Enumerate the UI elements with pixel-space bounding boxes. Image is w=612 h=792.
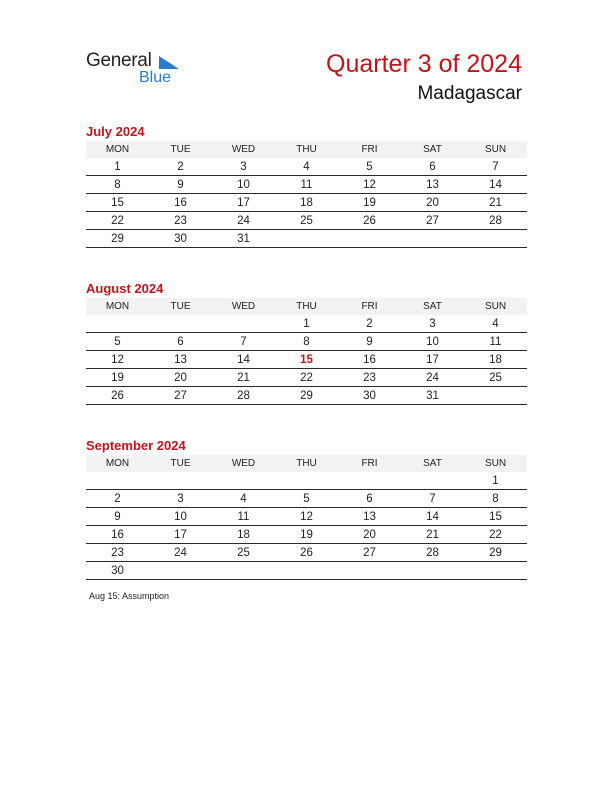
week-row: [86, 387, 527, 405]
week-row: [86, 333, 527, 351]
day-cell: [149, 315, 212, 333]
day-cell: 26: [338, 212, 401, 230]
day-cell: 3: [212, 158, 275, 176]
weekday-header-row: [86, 455, 527, 472]
week-row: [86, 526, 527, 544]
day-cell: 7: [212, 333, 275, 351]
day-cell: [275, 562, 338, 580]
weekday-header: SUN: [464, 298, 527, 315]
day-cell: 20: [401, 194, 464, 212]
day-cell: 28: [401, 544, 464, 562]
weekday-header: THU: [275, 455, 338, 472]
week-row: [86, 158, 527, 176]
day-cell: 13: [401, 176, 464, 194]
week-row: [86, 369, 527, 387]
day-cell: 29: [464, 544, 527, 562]
day-cell: [86, 315, 149, 333]
day-cell: 19: [338, 194, 401, 212]
day-cell: 25: [464, 369, 527, 387]
weekday-header: FRI: [338, 455, 401, 472]
day-cell: [338, 562, 401, 580]
day-cell: 9: [86, 508, 149, 526]
weekday-header: WED: [212, 298, 275, 315]
day-cell: 22: [275, 369, 338, 387]
day-cell: [464, 562, 527, 580]
month-table: [86, 455, 527, 580]
day-cell: 18: [275, 194, 338, 212]
weekday-header: SUN: [464, 455, 527, 472]
logo-general-text: General: [86, 50, 152, 71]
day-cell: 10: [212, 176, 275, 194]
day-cell: [338, 472, 401, 490]
day-cell: 5: [86, 333, 149, 351]
day-cell: [149, 472, 212, 490]
day-cell: 17: [401, 351, 464, 369]
generalblue-logo: [86, 50, 196, 90]
week-row: [86, 562, 527, 580]
day-cell: 10: [149, 508, 212, 526]
logo-blue-text: Blue: [139, 69, 172, 86]
day-cell: 13: [338, 508, 401, 526]
day-cell: 27: [401, 212, 464, 230]
weekday-header-row: [86, 298, 527, 315]
day-cell: 3: [401, 315, 464, 333]
day-cell: 29: [86, 230, 149, 248]
day-cell: 11: [275, 176, 338, 194]
day-cell: 8: [86, 176, 149, 194]
day-cell: 23: [338, 369, 401, 387]
month-calendar: [86, 280, 527, 405]
day-cell: 2: [149, 158, 212, 176]
week-row: [86, 544, 527, 562]
day-cell: 2: [338, 315, 401, 333]
day-cell: 9: [149, 176, 212, 194]
day-cell: 18: [464, 351, 527, 369]
day-cell: 17: [149, 526, 212, 544]
day-cell: 27: [149, 387, 212, 405]
day-cell: 20: [338, 526, 401, 544]
day-cell: 10: [401, 333, 464, 351]
day-cell: 24: [212, 212, 275, 230]
day-cell: 24: [401, 369, 464, 387]
weekday-header: MON: [86, 298, 149, 315]
day-cell: 6: [338, 490, 401, 508]
day-cell: 29: [275, 387, 338, 405]
day-cell: 30: [86, 562, 149, 580]
week-row: [86, 351, 527, 369]
weekday-header: SAT: [401, 298, 464, 315]
day-cell: 3: [149, 490, 212, 508]
day-cell: 31: [401, 387, 464, 405]
day-cell: 21: [401, 526, 464, 544]
month-title: August 2024: [86, 281, 164, 296]
holiday-note: Aug 15: Assumption: [89, 591, 170, 601]
day-cell: 8: [275, 333, 338, 351]
day-cell: 9: [338, 333, 401, 351]
day-cell: 31: [212, 230, 275, 248]
day-cell: 23: [149, 212, 212, 230]
day-cell: 21: [212, 369, 275, 387]
day-cell: [401, 562, 464, 580]
weekday-header: THU: [275, 141, 338, 158]
day-cell: 14: [464, 176, 527, 194]
day-cell: 4: [464, 315, 527, 333]
day-cell: 26: [275, 544, 338, 562]
day-cell: 25: [212, 544, 275, 562]
logo-triangle-icon: [159, 56, 179, 69]
weekday-header: SUN: [464, 141, 527, 158]
day-cell: 7: [464, 158, 527, 176]
day-cell: 19: [275, 526, 338, 544]
day-cell: 12: [86, 351, 149, 369]
day-cell: 17: [212, 194, 275, 212]
day-cell: 6: [401, 158, 464, 176]
weekday-header: WED: [212, 141, 275, 158]
month-table: [86, 298, 527, 405]
weekday-header: MON: [86, 141, 149, 158]
day-cell: [401, 472, 464, 490]
week-row: [86, 230, 527, 248]
day-cell: 26: [86, 387, 149, 405]
day-cell: 22: [86, 212, 149, 230]
day-cell: 2: [86, 490, 149, 508]
day-cell: [212, 562, 275, 580]
day-cell: [275, 230, 338, 248]
day-cell: 18: [212, 526, 275, 544]
weekday-header: FRI: [338, 141, 401, 158]
week-row: [86, 490, 527, 508]
day-cell: 11: [464, 333, 527, 351]
weekday-header: THU: [275, 298, 338, 315]
day-cell: 14: [401, 508, 464, 526]
day-cell: 20: [149, 369, 212, 387]
day-cell: 14: [212, 351, 275, 369]
day-cell: 6: [149, 333, 212, 351]
day-cell: 1: [275, 315, 338, 333]
month-table: [86, 141, 527, 248]
day-cell: 16: [86, 526, 149, 544]
weekday-header: SAT: [401, 141, 464, 158]
month-calendar: [86, 123, 527, 248]
day-cell: 25: [275, 212, 338, 230]
day-cell: 12: [275, 508, 338, 526]
weekday-header-row: [86, 141, 527, 158]
week-row: [86, 472, 527, 490]
country-name: Madagascar: [417, 83, 522, 104]
week-row: [86, 176, 527, 194]
day-cell: [275, 472, 338, 490]
day-cell: [212, 472, 275, 490]
month-title: July 2024: [86, 124, 145, 139]
day-cell: 30: [338, 387, 401, 405]
weekday-header: FRI: [338, 298, 401, 315]
day-cell: 7: [401, 490, 464, 508]
month-title: September 2024: [86, 438, 186, 453]
day-cell: 30: [149, 230, 212, 248]
weekday-header: WED: [212, 455, 275, 472]
day-cell: 5: [338, 158, 401, 176]
day-cell: 8: [464, 490, 527, 508]
day-cell: [86, 472, 149, 490]
day-cell: 24: [149, 544, 212, 562]
weekday-header: SAT: [401, 455, 464, 472]
day-cell: 5: [275, 490, 338, 508]
week-row: [86, 315, 527, 333]
day-cell: [149, 562, 212, 580]
day-cell: 13: [149, 351, 212, 369]
day-cell: 4: [212, 490, 275, 508]
day-cell: 4: [275, 158, 338, 176]
weekday-header: TUE: [149, 298, 212, 315]
day-cell: 21: [464, 194, 527, 212]
day-cell: [464, 230, 527, 248]
day-cell: 16: [338, 351, 401, 369]
day-cell: 19: [86, 369, 149, 387]
weekday-header: TUE: [149, 455, 212, 472]
day-cell: [401, 230, 464, 248]
holiday-day-cell: 15: [275, 351, 338, 369]
day-cell: [212, 315, 275, 333]
day-cell: 16: [149, 194, 212, 212]
weekday-header: MON: [86, 455, 149, 472]
week-row: [86, 212, 527, 230]
day-cell: [338, 230, 401, 248]
day-cell: 15: [86, 194, 149, 212]
day-cell: 15: [464, 508, 527, 526]
weekday-header: TUE: [149, 141, 212, 158]
day-cell: 27: [338, 544, 401, 562]
day-cell: 1: [464, 472, 527, 490]
week-row: [86, 194, 527, 212]
day-cell: 22: [464, 526, 527, 544]
day-cell: 23: [86, 544, 149, 562]
week-row: [86, 508, 527, 526]
day-cell: 1: [86, 158, 149, 176]
month-calendar: [86, 437, 527, 580]
day-cell: [464, 387, 527, 405]
day-cell: 11: [212, 508, 275, 526]
day-cell: 28: [464, 212, 527, 230]
day-cell: 12: [338, 176, 401, 194]
day-cell: 28: [212, 387, 275, 405]
quarter-title: Quarter 3 of 2024: [326, 50, 522, 78]
